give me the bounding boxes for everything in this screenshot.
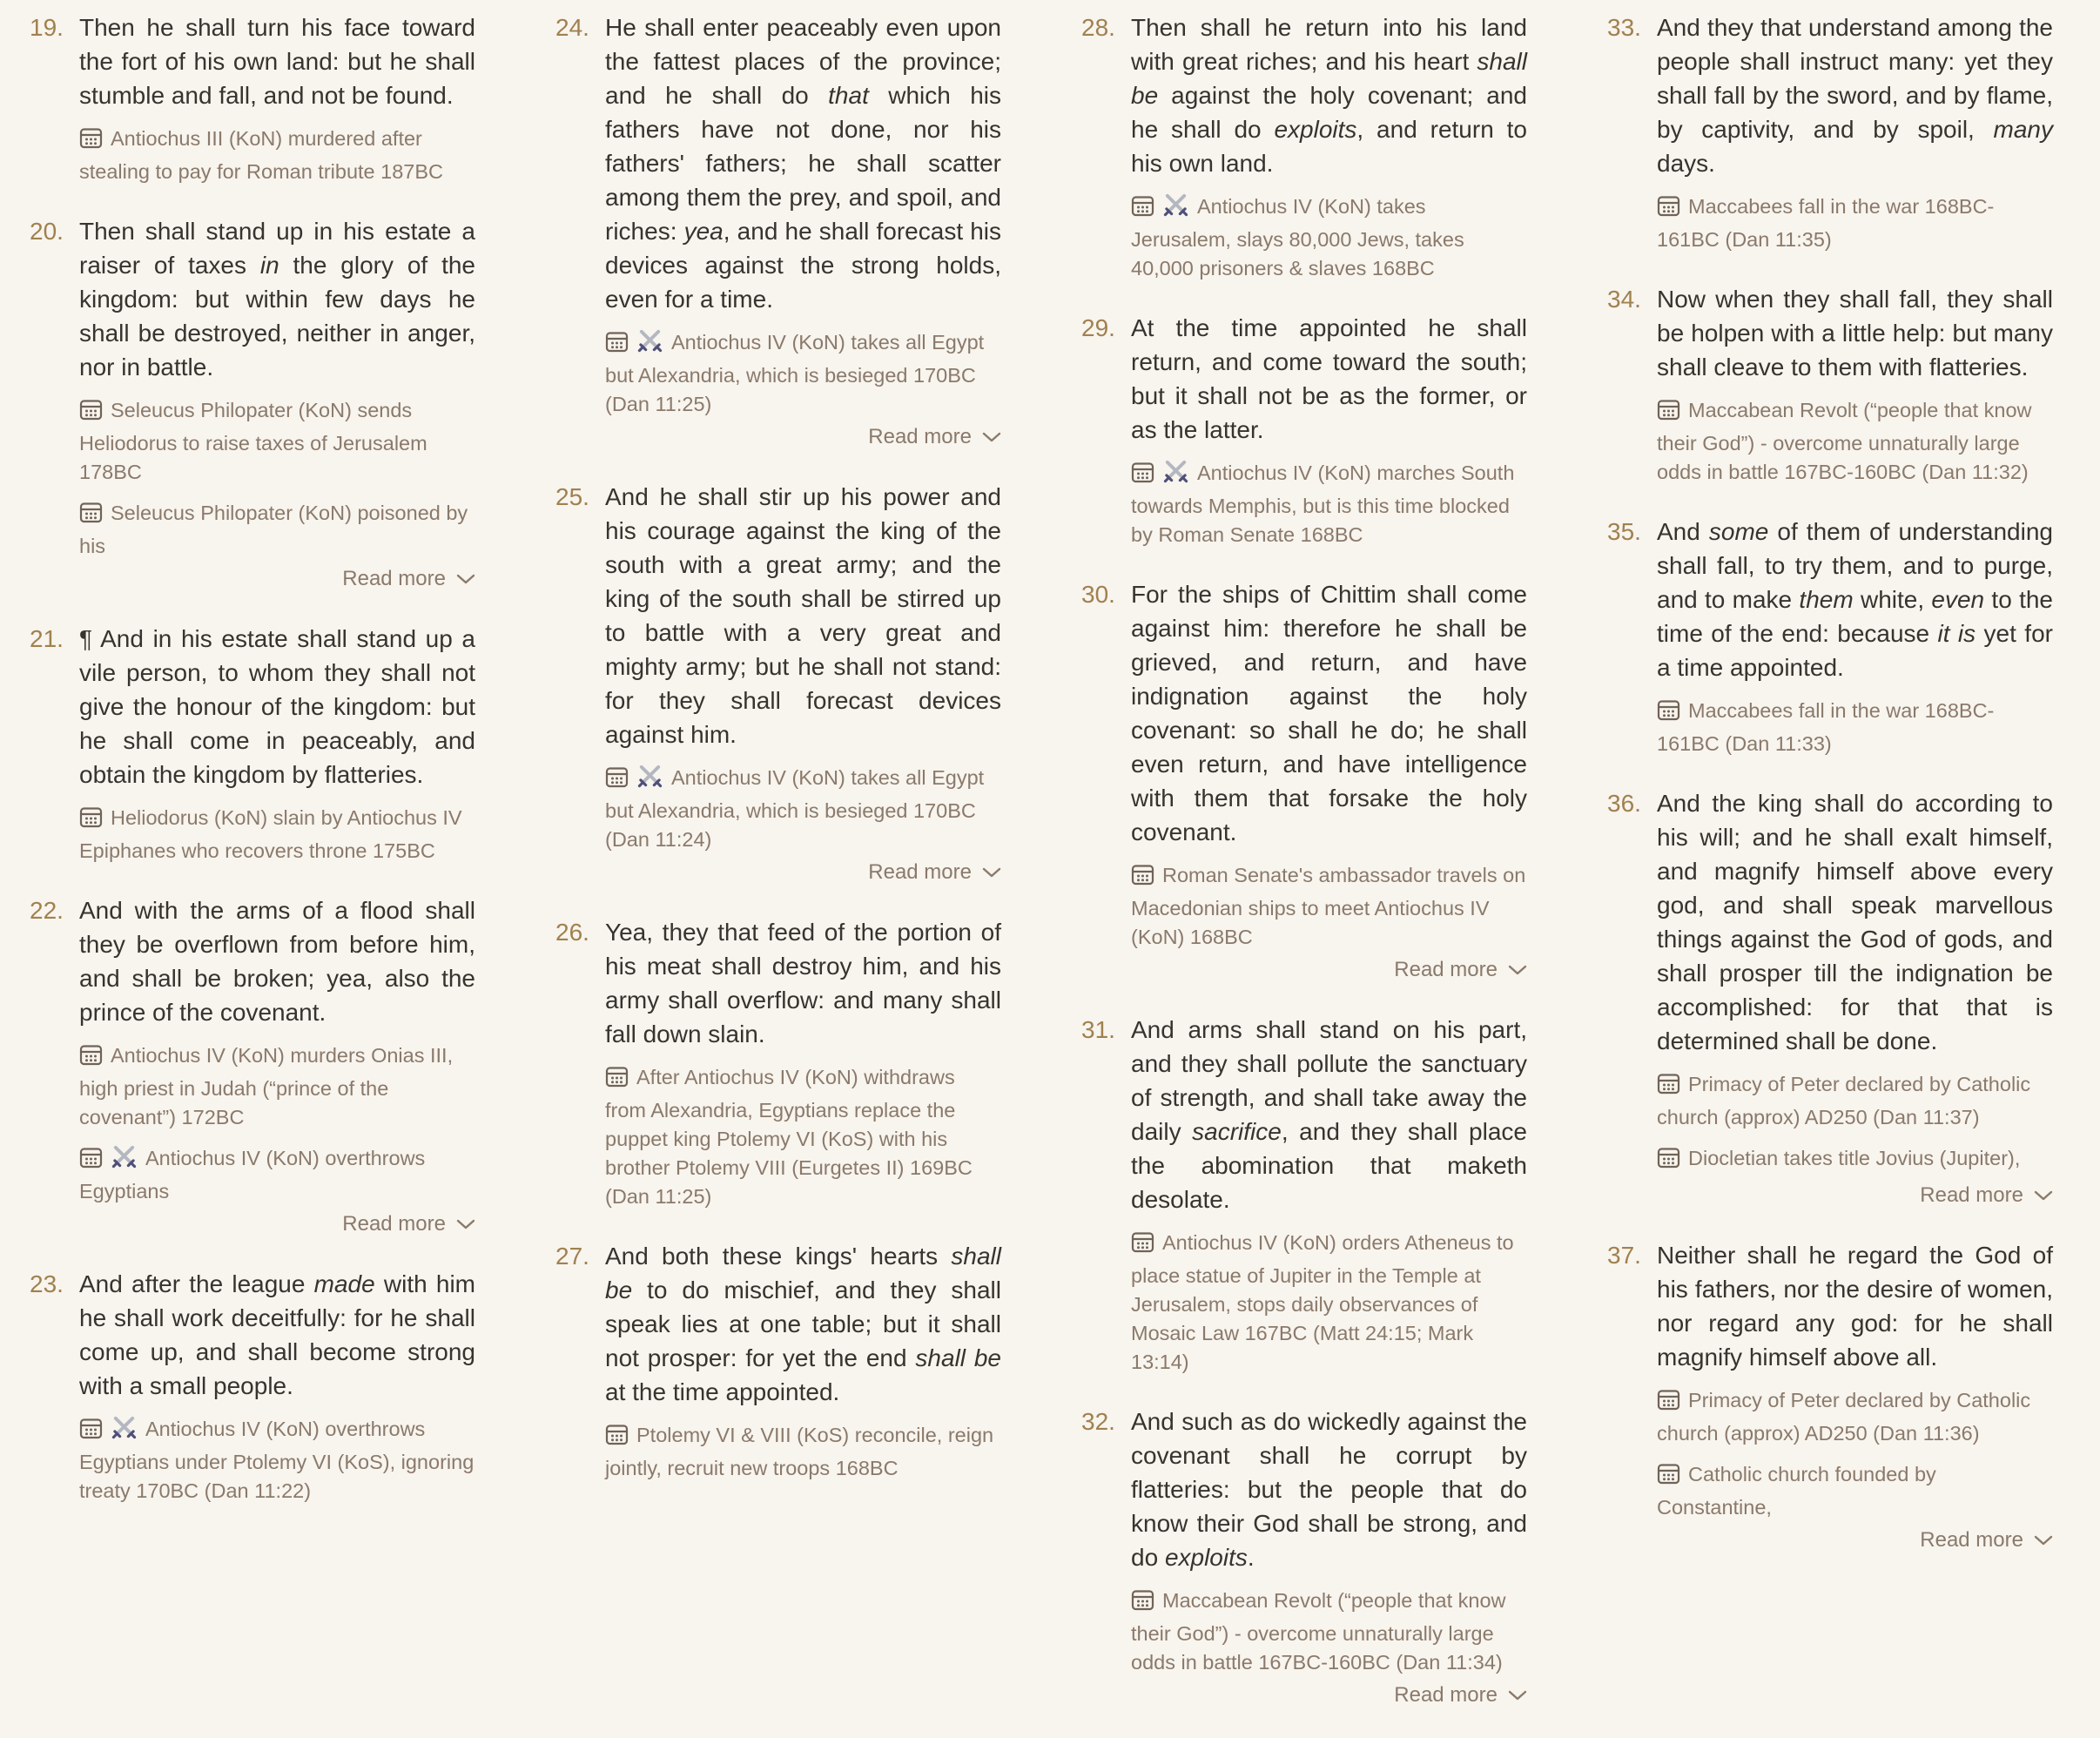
note-text: Heliodorus (KoN) slain by Antiochus IV Epiphanes who recovers throne 175BC [79,806,462,862]
note-text: Antiochus III (KoN) murdered after stealing to pay for Roman tribute 187BC [79,127,444,183]
crossed-swords-icon [111,1144,138,1177]
read-more-link[interactable] [342,1212,475,1236]
verse-body [1657,10,2053,256]
calendar-icon [1131,1230,1154,1262]
note-text: Antiochus IV (KoN) takes Jerusalem, slays 80,000 Jews, takes 40,000 prisoners & slaves 168BC [1131,195,1464,280]
read-more-link[interactable] [342,567,475,590]
verse-number: 35. [1607,518,1641,545]
note-text: Catholic church founded by Constantine, [1657,1463,1936,1519]
verse-column [1607,10,2053,1738]
verse-item [1081,1013,1527,1378]
read-more-link[interactable] [1920,1183,2053,1207]
note-text: Primacy of Peter declared by Catholic church (approx) AD250 (Dan 11:37) [1657,1073,2031,1128]
note-text: Ptolemy VI & VIII (KoS) reconcile, reign jointly, recruit new troops 168BC [605,1424,994,1479]
verse-number: 37. [1607,1242,1641,1269]
read-more-label: Read more [868,425,972,448]
verse-item [30,10,475,188]
read-more-row [79,564,475,596]
verse-number: 26. [555,919,589,946]
read-more-label: Read more [868,860,972,884]
read-more-label: Read more [1920,1183,2023,1207]
calendar-icon [1657,398,1680,429]
chevron-down-icon [2034,1526,2053,1554]
calendar-icon [1657,698,1680,730]
commentary-note [1657,697,2053,758]
read-more-row [605,858,1001,889]
calendar-icon [605,330,629,361]
verse-number: 24. [555,14,589,41]
verse-body [605,10,1001,454]
verse-item [30,1267,475,1507]
verse-body [79,10,475,188]
calendar-icon [605,1065,629,1096]
read-more-row [1131,955,1527,987]
verse-body [79,622,475,867]
verse-text: And after the league made with him he shall work deceitfully: for he shall come up, and shall become strong with a small people. [79,1270,475,1399]
read-more-label: Read more [342,1212,446,1236]
note-text: Seleucus Philopater (KoN) poisoned by his [79,502,468,557]
verse-body [1657,515,2053,760]
verse-item [555,1239,1001,1485]
commentary-note [1131,459,1527,549]
verse-body [1131,1013,1527,1378]
verse-item [555,480,1001,889]
note-text: Maccabean Revolt (“people that know their God”) - overcome unnaturally large odds in battle 167BC-160BC (Dan 11:34) [1131,1589,1506,1674]
verse-body [79,893,475,1241]
note-text: Seleucus Philopater (KoN) sends Heliodorus to raise taxes of Jerusalem 178BC [79,399,427,483]
calendar-icon [79,1417,103,1448]
verse-item [1081,311,1527,551]
calendar-icon [79,398,103,429]
calendar-icon [79,501,103,532]
verse-number: 33. [1607,14,1641,41]
verse-text: Then he shall turn his face toward the fort of his own land: but he shall stumble and fall, and not be found. [79,14,475,109]
verse-text: At the time appointed he shall return, and come toward the south; but it shall not be as the former, or as the latter. [1131,314,1527,443]
note-text: Diocletian takes title Jovius (Jupiter), [1688,1147,2021,1169]
crossed-swords-icon [111,1415,138,1448]
verse-text: And he shall stir up his power and his courage against the king of the south with a great army; and the king of the south shall be stirred up to battle with a very great and mighty army; but he shall not stand: for they shall forecast devices against him. [605,483,1001,748]
verse-column [555,10,1001,1738]
commentary-note [1131,192,1527,283]
commentary-note [1131,1586,1527,1677]
verse-number: 36. [1607,790,1641,817]
note-text: Antiochus IV (KoN) overthrows Egyptians [79,1147,426,1202]
verse-number: 31. [1081,1016,1115,1043]
calendar-icon [1131,863,1154,894]
commentary-note [79,1144,475,1206]
read-more-link[interactable] [1394,958,1527,981]
verse-body [1131,1405,1527,1712]
verse-item [1081,10,1527,285]
commentary-note [605,328,1001,419]
verse-number: 22. [30,897,64,924]
commentary-note [605,1063,1001,1211]
note-text: After Antiochus IV (KoN) withdraws from Alexandria, Egyptians replace the puppet king Ptolemy VI (KoS) with his brother Ptolemy VIII (Eurgetes II) 169BC (Dan 11:25) [605,1066,973,1208]
verse-text: Neither shall he regard the God of his fathers, nor the desire of women, nor regard any god: for he shall magnify himself above all. [1657,1242,2053,1371]
commentary-note [79,125,475,186]
verse-body [605,1239,1001,1485]
commentary-note [79,499,475,561]
read-more-row [79,1209,475,1241]
commentary-note [1657,1144,2053,1177]
verse-text: He shall enter peaceably even upon the fattest places of the province; and he shall do that which his fathers have not done, nor his fathers' fathers; he shall scatter among them the prey, and spoil, and riches: yea, and he shall forecast his devices against the strong holds, even for a time. [605,14,1002,313]
verse-item [1081,577,1527,987]
verse-item [1607,515,2053,760]
verse-item [30,622,475,867]
calendar-icon [79,1146,103,1177]
read-more-link[interactable] [1394,1683,1527,1707]
verse-column [30,10,475,1738]
read-more-link[interactable] [1920,1528,2053,1552]
verse-text: Then shall he return into his land with great riches; and his heart shall be against the holy covenant; and he shall do exploits, and return to his own land. [1131,14,1527,177]
verse-item [1607,786,2053,1212]
commentary-note [1657,1460,2053,1522]
calendar-icon [79,126,103,158]
verse-text: For the ships of Chittim shall come against him: therefore he shall be grieved, and return, and have indignation against the holy covenant: so shall he do; he shall even return, and have intelligence with them that forsake the holy covenant. [1131,581,1527,845]
verse-number: 20. [30,218,64,245]
verse-body [1657,1238,2053,1557]
crossed-swords-icon [636,764,663,797]
commentary-note [605,1421,1001,1483]
verse-text: Yea, they that feed of the portion of his meat shall destroy him, and his army shall overflow: and many shall fall down slain. [605,919,1001,1048]
verse-text: And some of them of understanding shall fall, to try them, and to purge, and to make them white, even to the time of the end: because it is yet for a time appointed. [1657,518,2053,681]
chevron-down-icon [1508,1681,1527,1709]
verse-body [605,915,1001,1213]
commentary-note [1131,861,1527,952]
verse-text: And both these kings' hearts shall be to do mischief, and they shall speak lies at one table; but it shall not prosper: for yet the end shall be at the time appointed. [605,1243,1002,1405]
note-text: Antiochus IV (KoN) overthrows Egyptians under Ptolemy VI (KoS), ignoring treaty 170BC (Dan 11:22) [79,1418,475,1502]
verse-item [1607,282,2053,488]
verse-text: And with the arms of a flood shall they be overflown from before him, and shall be broken; yea, also the prince of the covenant. [79,897,475,1026]
verse-text: Then shall stand up in his estate a raiser of taxes in the glory of the kingdom: but within few days he shall be destroyed, neither in anger, nor in battle. [79,218,475,381]
read-more-label: Read more [1394,958,1498,981]
crossed-swords-icon [1162,459,1189,492]
verse-item [1081,1405,1527,1712]
verse-item [1607,1238,2053,1557]
note-text: Maccabees fall in the war 168BC-161BC (Dan 11:33) [1657,699,1995,755]
verse-body [1131,311,1527,551]
verse-number: 30. [1081,581,1115,608]
calendar-icon [1131,1588,1154,1620]
calendar-icon [605,1423,629,1454]
chevron-down-icon [456,564,475,593]
verse-text: And they that understand among the people shall instruct many: yet they shall fall by the sword, and by flame, by captivity, and by spoil, many days. [1657,14,2053,177]
read-more-row [605,422,1001,454]
verse-body [1131,577,1527,987]
calendar-icon [1657,1462,1680,1493]
verse-column [1081,10,1527,1738]
verse-number: 27. [555,1243,589,1270]
calendar-icon [79,1043,103,1074]
crossed-swords-icon [1162,192,1189,226]
commentary-note [79,804,475,866]
commentary-note [1657,396,2053,487]
commentary-note [79,396,475,487]
calendar-icon [1657,1072,1680,1103]
verse-number: 34. [1607,286,1641,313]
verse-number: 19. [30,14,64,41]
note-text: Antiochus IV (KoN) takes all Egypt but Alexandria, which is besieged 170BC (Dan 11:25) [605,331,985,415]
chevron-down-icon [982,422,1001,451]
verse-number: 21. [30,625,64,652]
chevron-down-icon [982,858,1001,886]
crossed-swords-icon [636,328,663,361]
calendar-icon [1657,1146,1680,1177]
verse-text: And such as do wickedly against the covenant shall he corrupt by flatteries: but the people that do know their God shall be strong, and do exploits. [1131,1408,1527,1571]
verse-text: And arms shall stand on his part, and they shall pollute the sanctuary of strength, and shall take away the daily sacrifice, and they shall place the abomination that maketh desolate. [1131,1016,1527,1213]
verse-body [1657,282,2053,488]
calendar-icon [605,765,629,797]
note-text: Roman Senate's ambassador travels on Macedonian ships to meet Antiochus IV (KoN) 168BC [1131,864,1526,948]
note-text: Antiochus IV (KoN) marches South towards Memphis, but is this time blocked by Roman Senate 168BC [1131,461,1515,546]
read-more-link[interactable] [868,425,1001,448]
verse-item [30,893,475,1241]
note-text: Maccabees fall in the war 168BC-161BC (Dan 11:35) [1657,195,1995,251]
commentary-note [1657,192,2053,254]
chevron-down-icon [456,1209,475,1238]
verse-number: 25. [555,483,589,510]
verse-item [555,10,1001,454]
verse-text: ¶ And in his estate shall stand up a vile person, to whom they shall not give the honour of the kingdom: but he shall come in peaceably, and obtain the kingdom by flatteries. [79,625,475,788]
note-text: Antiochus IV (KoN) takes all Egypt but Alexandria, which is besieged 170BC (Dan 11:24) [605,766,985,851]
read-more-row [1657,1526,2053,1557]
note-text: Primacy of Peter declared by Catholic church (approx) AD250 (Dan 11:36) [1657,1389,2031,1445]
commentary-note [1657,1386,2053,1448]
read-more-label: Read more [1394,1683,1498,1707]
note-text: Antiochus IV (KoN) orders Atheneus to place statue of Jupiter in the Temple at Jerusalem, stops daily observances of Mosaic Law 167BC (Matt 24:15; Mark 13:14) [1131,1231,1514,1373]
verse-text: And the king shall do according to his will; and he shall exalt himself, and magnify himself above every god, and shall speak marvellous things against the God of gods, and shall prosper till the indignation be accomplished: for that that is determined shall be done. [1657,790,2053,1054]
commentary-note [79,1041,475,1132]
read-more-link[interactable] [868,860,1001,884]
verse-item [30,214,475,596]
verse-body [605,480,1001,889]
verse-number: 23. [30,1270,64,1297]
verse-body [79,214,475,596]
note-text: Maccabean Revolt (“people that know their God”) - overcome unnaturally large odds in battle 167BC-160BC (Dan 11:32) [1657,399,2032,483]
commentary-note [605,764,1001,854]
chevron-down-icon [1508,955,1527,984]
verse-number: 29. [1081,314,1115,341]
verse-text: Now when they shall fall, they shall be holpen with a little help: but many shall cleave to them with flatteries. [1657,286,2053,381]
read-more-row [1657,1181,2053,1212]
verse-number: 28. [1081,14,1115,41]
calendar-icon [1657,1388,1680,1419]
verse-number: 32. [1081,1408,1115,1435]
commentary-note [79,1415,475,1506]
verse-item [1607,10,2053,256]
calendar-icon [1131,461,1154,492]
note-text: Antiochus IV (KoN) murders Onias III, high priest in Judah (“prince of the covenant”) 172BC [79,1044,454,1128]
calendar-icon [1131,194,1154,226]
read-more-label: Read more [1920,1528,2023,1552]
read-more-label: Read more [342,567,446,590]
calendar-icon [79,805,103,837]
verse-item [555,915,1001,1213]
calendar-icon [1657,194,1680,226]
verse-body [79,1267,475,1507]
read-more-row [1131,1681,1527,1712]
commentary-note [1657,1070,2053,1132]
chevron-down-icon [2034,1181,2053,1209]
commentary-note [1131,1229,1527,1377]
verse-body [1657,786,2053,1212]
verse-body [1131,10,1527,285]
